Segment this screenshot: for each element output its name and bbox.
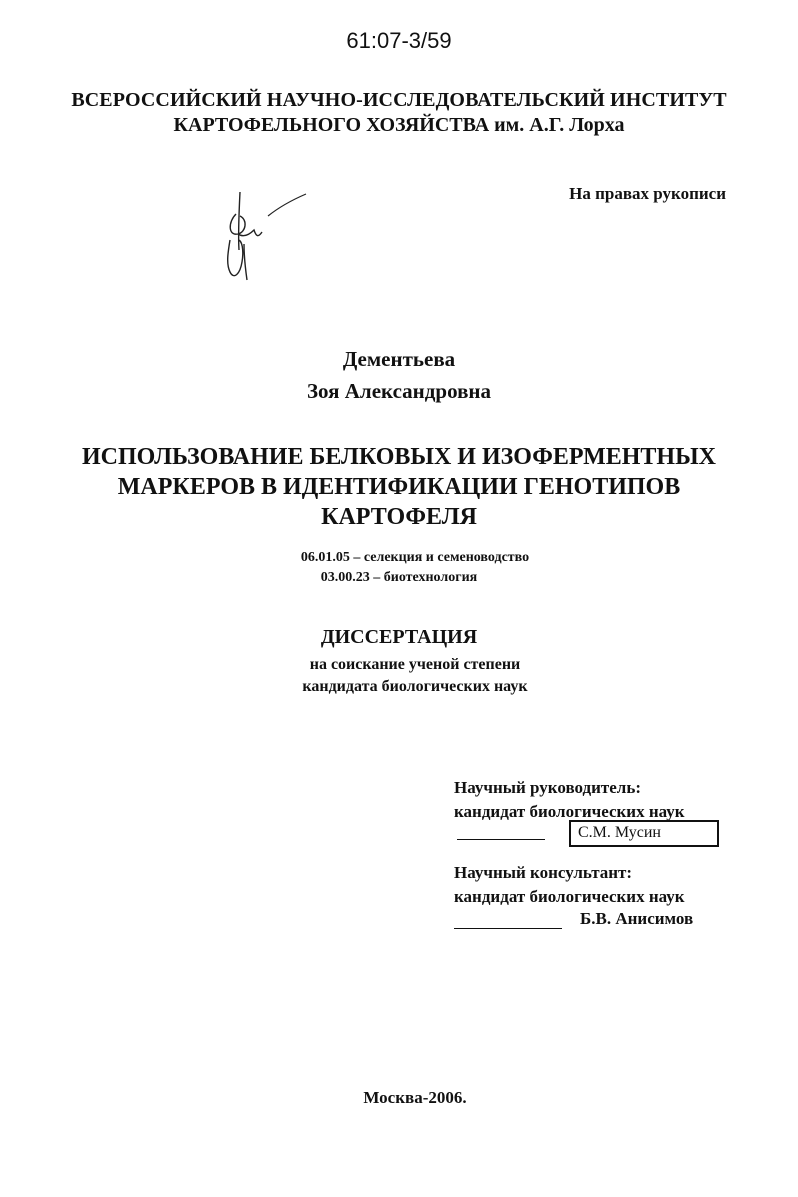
institute-line-2: КАРТОФЕЛЬНОГО ХОЗЯЙСТВА им. А.Г. Лорха — [173, 114, 625, 136]
consultant-label: Научный консультант: — [454, 863, 633, 882]
degree-line-2: кандидата биологических наук — [302, 678, 528, 695]
city-year: Москва-2006. — [363, 1088, 467, 1107]
specialty-1: 06.01.05 – селекция и семеноводство — [300, 550, 530, 565]
specialty-2: 03.00.23 – биотехнология — [320, 570, 478, 585]
rights-notice: На правах рукописи — [569, 184, 726, 203]
consultant-signature-line — [454, 928, 562, 929]
author-surname: Дементьева — [342, 347, 456, 371]
author-given-names: Зоя Александровна — [306, 379, 492, 403]
title-line-3: КАРТОФЕЛЯ — [321, 504, 477, 530]
dissertation-heading: ДИССЕРТАЦИЯ — [320, 626, 478, 648]
consultant-name: Б.В. Анисимов — [580, 909, 694, 928]
supervisor-signature-line — [457, 839, 545, 840]
supervisor-name: С.М. Мусин — [578, 824, 661, 841]
document-code: 61:07-3/59 — [346, 28, 452, 53]
institute-line-1: ВСЕРОССИЙСКИЙ НАУЧНО-ИССЛЕДОВАТЕЛЬСКИЙ ИНСТИТУТ — [71, 89, 727, 111]
title-line-1: ИСПОЛЬЗОВАНИЕ БЕЛКОВЫХ И ИЗОФЕРМЕНТНЫХ — [82, 444, 716, 470]
handwritten-signature — [214, 188, 314, 288]
degree-line-1: на соискание ученой степени — [309, 656, 521, 673]
supervisor-label: Научный руководитель: — [454, 778, 641, 797]
supervisor-degree: кандидат биологических наук — [454, 802, 685, 821]
consultant-degree: кандидат биологических наук — [454, 887, 685, 906]
title-line-2: МАРКЕРОВ В ИДЕНТИФИКАЦИИ ГЕНОТИПОВ — [117, 474, 681, 500]
